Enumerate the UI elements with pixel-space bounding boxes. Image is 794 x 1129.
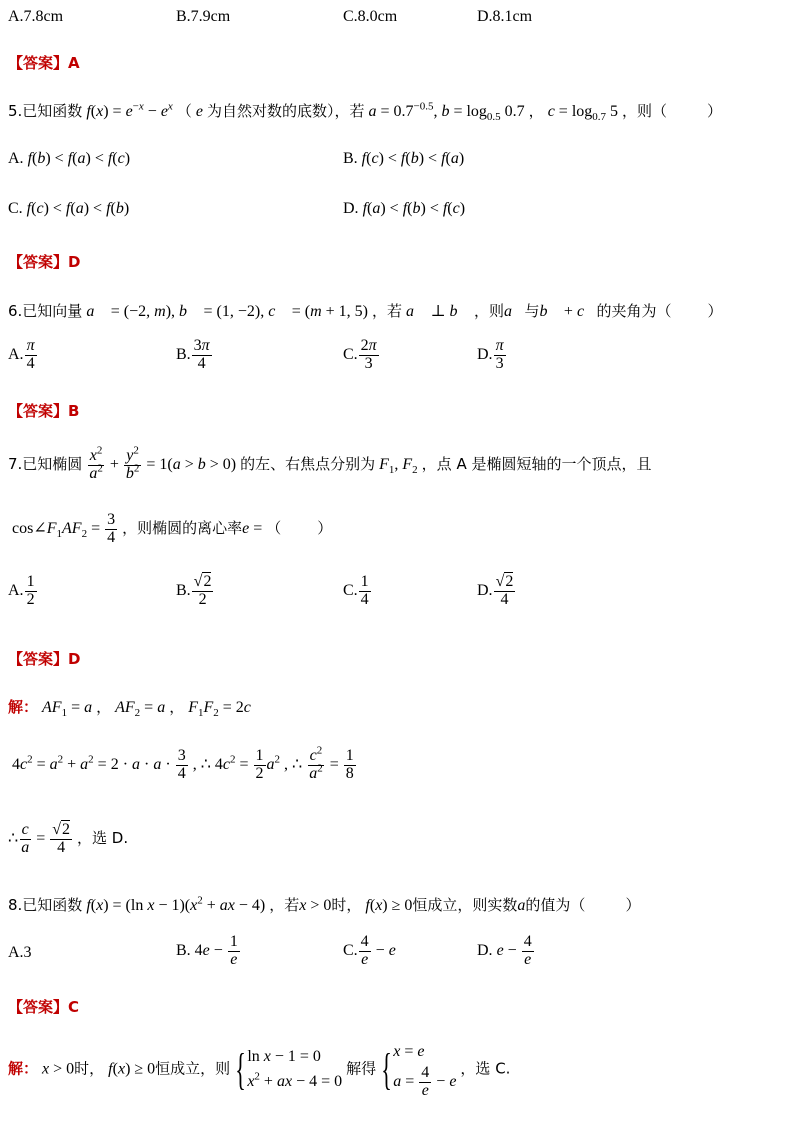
q8-option-a: A.3 [8, 944, 32, 961]
q5-option-a: A. f(b) < f(a) < f(c) [8, 150, 131, 167]
q6-option-c: C. $\frac{2\pi}{3}$ [343, 337, 377, 372]
q8-stem: 8.已知函数 f(x) = (ln $x - 1)(x^2$ + ax − 4) ，若x > 0时， f(x) ≥ 0恒成立，则实数a的值为（ ） [8, 894, 641, 914]
q6-option-d: D. $\frac{\pi}{3}$ [477, 337, 504, 372]
q8-option-d: D. e − $\frac{4}{e}$ [477, 933, 532, 968]
q6-option-b: B. $\frac{3\pi}{4}$ [176, 337, 210, 372]
q5-option-d: D. f(a) < f(b) < f(c) [343, 200, 466, 217]
q7-option-b: B. $\frac{√2}{2}$ [176, 573, 212, 608]
q7-option-d: D. $\frac{√2}{4}$ [477, 573, 514, 608]
q6-answer: 【答案】B [8, 402, 80, 420]
q5-answer: 【答案】D [8, 253, 81, 271]
q7-solution-line3: ∴ $\frac{c}{a}$ = $\frac{√2}{4}$ ，选 D. [8, 821, 129, 856]
q4-answer: 【答案】A [8, 54, 80, 72]
q7-solution-line1: 解： $AF_1 = a$ ， $AF_2 = a$ ， $F_1F_2 = 2c$ [8, 698, 251, 720]
q8-option-c: C. $\frac{4}{e}$ − e [343, 933, 396, 968]
q8-option-b: B. 4e − $\frac{1}{e}$ [176, 933, 238, 968]
q7-answer: 【答案】D [8, 650, 81, 668]
q8-answer: 【答案】C [8, 998, 80, 1016]
q7-option-a: A. $\frac{1}{2}$ [8, 573, 35, 608]
q7-stem-line2: $\cos\angle F_1AF_2$ = $\frac{3}{4}$ ，则椭圆的离心率e = （ ） [12, 511, 333, 546]
q4-option-d: D.8.1cm [477, 8, 533, 25]
q7-stem-line1: 7.已知椭圆 $\frac{x^2}{a^2}$ + $\frac{y^2}{b^2}$ = 1(a > b > 0) 的左、右焦点分别为 $F_1$, $F_2$ ，点 A 是椭圆短轴的一个顶点，且 [8, 444, 652, 482]
q6-option-a: A. $\frac{\pi}{4}$ [8, 337, 35, 372]
q4-option-b: B.7.9cm [176, 8, 231, 25]
q8-solution: 解： x > 0时， f(x) ≥ 0恒成立，则 { ln x − 1 = 0 $x^2$ + ax − 4 = 0 解得 { x = e a = $\frac{4}{e}$ − e ，选 C. [8, 1043, 511, 1099]
q7-solution-line2: $4c^2 = a^2 + a^2 = 2 \cdot a \cdot a$ · $\frac{3}{4}$ , ∴ $4c^2$ = $\frac{1}{2}$ $a^2$ , ∴ $\frac{c^2}{a^2}$ = $\frac{1}{8}$ [12, 744, 354, 782]
q5-option-c: C. f(c) < f(a) < f(b) [8, 200, 130, 217]
q6-stem: 6.已知向量 a⃗ = (−2, m), b⃗ = (1, −2), c⃗ = (m + 1, 5) ，若 a⃗ ⊥ b⃗ ，则a⃗与b⃗ + c⃗的夹角为（ ） [8, 302, 723, 320]
q7-option-c: C. $\frac{1}{4}$ [343, 573, 369, 608]
q5-stem: 5.已知函数 $f(x) = e^{-x} - e^x$ （ e 为自然对数的底数），若 $a = 0.7^{-0.5}$, $b = \log_{0.5} 0.7$ ， $c = \log_{0.7} 5$ ，则（ ） [8, 100, 723, 124]
q5-option-b: B. f(c) < f(b) < f(a) [343, 150, 465, 167]
q4-option-c: C.8.0cm [343, 8, 398, 25]
q4-option-a: A.7.8cm [8, 8, 64, 25]
